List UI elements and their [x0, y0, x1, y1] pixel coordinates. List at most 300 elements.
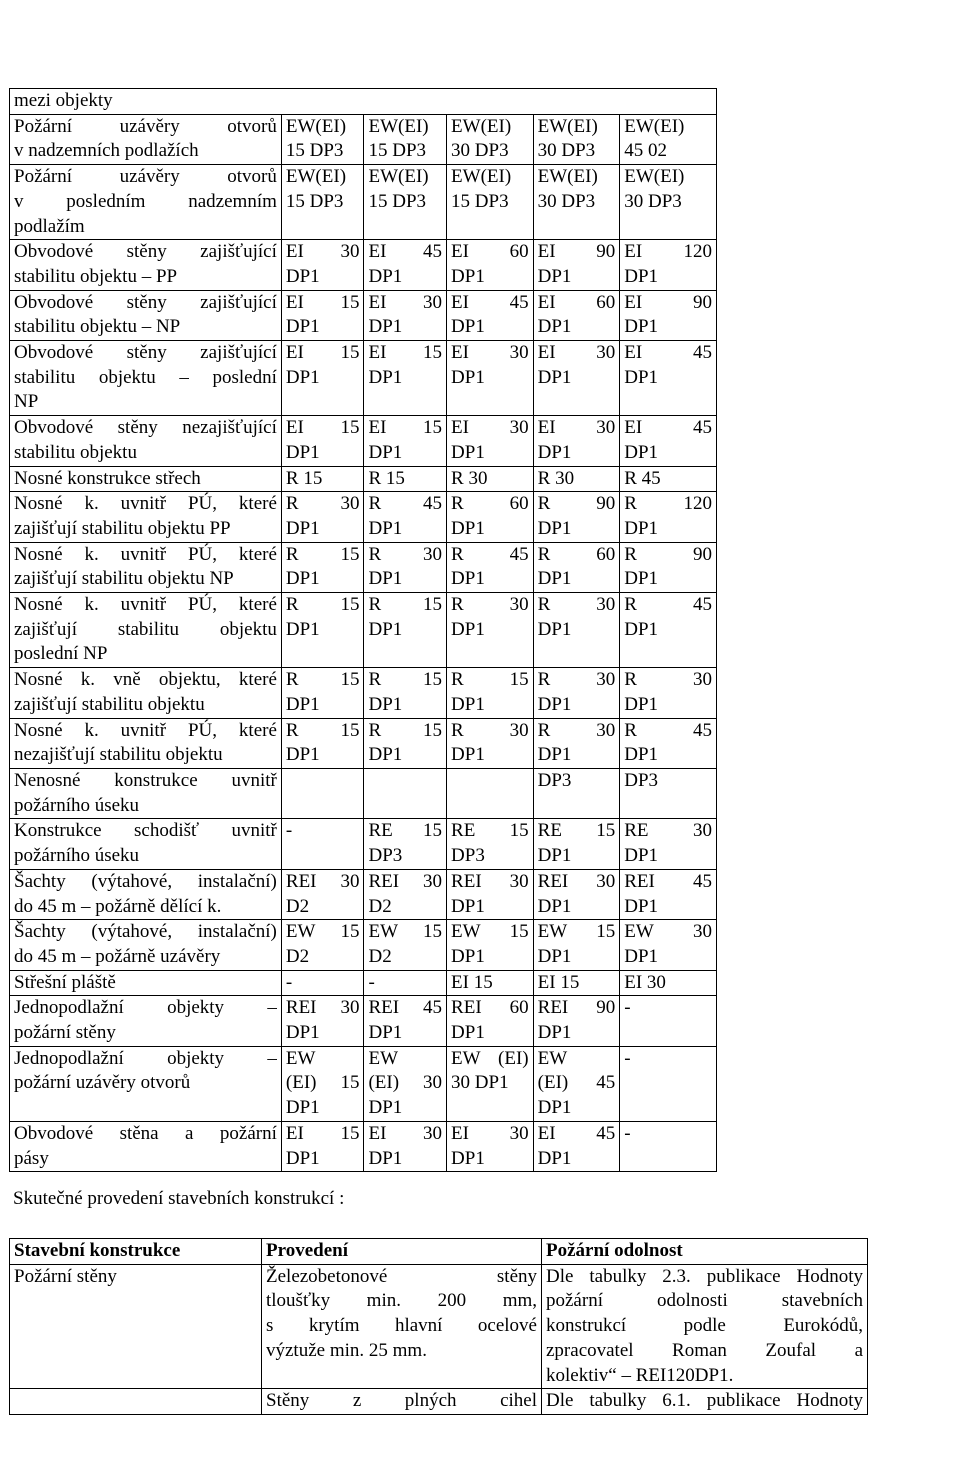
rating-value: R 30	[285, 493, 360, 515]
rating-cell	[364, 718, 447, 768]
execution-cell	[262, 1389, 542, 1415]
table-row	[10, 542, 717, 592]
rating-value: DP1	[624, 693, 659, 715]
rating-cell	[447, 869, 534, 919]
rating-value: (EI) 30	[368, 1072, 443, 1094]
rating-value: DP1	[285, 693, 320, 715]
rating-cell	[533, 165, 620, 240]
rating-cell	[281, 290, 364, 340]
rating-value: R 15	[368, 669, 443, 691]
row-label	[10, 542, 282, 592]
rating-cell	[281, 869, 364, 919]
rating-cell	[364, 341, 447, 416]
rating-value: EI 45	[368, 241, 443, 263]
table-row	[10, 1046, 717, 1121]
rating-value: REI 60	[451, 997, 529, 1019]
rating-value: EI 45	[537, 1122, 616, 1144]
rating-value: DP1	[368, 1097, 403, 1119]
rating-value: DP1	[537, 693, 572, 715]
rating-value: DP1	[368, 316, 403, 338]
rating-value: DP1	[368, 568, 403, 590]
rating-value: DP1	[451, 366, 485, 388]
rating-cell	[620, 668, 717, 718]
row-label-line: zajišťují stabilitu objektu NP	[14, 568, 234, 590]
cell-line: zpracovatel Roman Zoufal a	[546, 1339, 863, 1361]
row-label-line: pásy	[14, 1147, 49, 1169]
rating-value: R 60	[537, 543, 616, 565]
row-label-line: Nosné k. vně objektu, které	[14, 669, 277, 691]
rating-cell	[364, 593, 447, 668]
table-row	[10, 416, 717, 466]
rating-cell	[447, 165, 534, 240]
rating-value: DP3	[537, 769, 572, 791]
rating-value: EI 15	[285, 1122, 360, 1144]
rating-cell	[620, 819, 717, 869]
rating-cell	[620, 718, 717, 768]
rating-value: R 30	[451, 719, 529, 741]
row-label-line: požární uzávěry otvorů	[14, 1072, 191, 1094]
row-label-line: stabilitu objektu – NP	[14, 316, 181, 338]
row-label-line: podlažím	[14, 215, 85, 237]
rating-value: REI 30	[285, 997, 360, 1019]
rating-cell	[281, 466, 364, 492]
table-row	[10, 1389, 868, 1415]
rating-value: EI 90	[624, 291, 712, 313]
rating-cell	[447, 1046, 534, 1121]
actual-construction-table	[9, 1238, 868, 1415]
row-label	[10, 466, 282, 492]
rating-value: REI 30	[368, 870, 443, 892]
rating-value: DP1	[537, 265, 572, 287]
row-label	[10, 768, 282, 818]
rating-value: EI 30	[451, 1122, 529, 1144]
rating-value: DP1	[451, 693, 485, 715]
rating-value: EI 15	[537, 971, 580, 993]
rating-value: DP1	[537, 895, 572, 917]
rating-cell	[447, 341, 534, 416]
rating-value: DP1	[451, 316, 485, 338]
table-row	[10, 920, 717, 970]
rating-value: DP1	[368, 366, 403, 388]
cell-line: s krytím hlavní ocelové	[266, 1315, 537, 1337]
row-label-line: Jednopodlažní objekty –	[14, 1047, 277, 1069]
row-label-line: Obvodové stěny zajišťující	[14, 342, 277, 364]
rating-cell	[620, 416, 717, 466]
rating-value: D2	[285, 895, 310, 917]
rating-value: DP1	[285, 1097, 320, 1119]
rating-value: R 30	[537, 467, 575, 489]
rating-cell	[281, 718, 364, 768]
row-label-line: Konstrukce schodišť uvnitř	[14, 820, 277, 842]
rating-value: EW(EI)	[537, 115, 598, 137]
rating-value: EI 60	[537, 291, 616, 313]
rating-cell	[533, 114, 620, 164]
rating-value: EI 30	[368, 291, 443, 313]
rating-cell	[620, 869, 717, 919]
rating-value: DP1	[451, 441, 485, 463]
cell-line: Dle tabulky 6.1. publikace Hodnoty	[546, 1390, 863, 1412]
table-row	[10, 1264, 868, 1389]
row-label-line: Střešní pláště	[14, 971, 116, 993]
rating-value: EI 30	[368, 1122, 443, 1144]
table-row	[10, 768, 717, 818]
row-label-line: v posledním nadzemním	[14, 190, 277, 212]
table-row	[10, 869, 717, 919]
rating-value: R 120	[624, 493, 712, 515]
rating-cell	[533, 996, 620, 1046]
row-label	[10, 920, 282, 970]
rating-value: R 90	[624, 543, 712, 565]
resistance-cell	[542, 1389, 868, 1415]
rating-cell	[447, 542, 534, 592]
table-row	[10, 668, 717, 718]
rating-cell	[281, 492, 364, 542]
row-label-line: Šachty (výtahové, instalační)	[14, 870, 277, 892]
rating-value: DP3	[451, 845, 485, 867]
rating-value: 30 DP3	[451, 140, 509, 162]
rating-value: EW	[285, 1047, 316, 1069]
rating-value: REI 30	[537, 870, 616, 892]
table-row	[10, 970, 717, 996]
rating-cell	[620, 970, 717, 996]
rating-value: R 60	[451, 493, 529, 515]
rating-cell	[533, 1121, 620, 1171]
rating-value: DP1	[451, 517, 485, 539]
rating-value: (EI) 15	[285, 1072, 360, 1094]
rating-value: 30 DP3	[537, 190, 596, 212]
rating-cell	[620, 920, 717, 970]
rating-value: DP1	[537, 441, 572, 463]
rating-value: EW	[368, 1047, 399, 1069]
rating-cell	[364, 768, 447, 818]
rating-value: REI 90	[537, 997, 616, 1019]
rating-cell	[620, 1121, 717, 1171]
rating-cell	[533, 819, 620, 869]
rating-cell	[533, 466, 620, 492]
rating-value: R 45	[624, 719, 712, 741]
rating-cell	[447, 668, 534, 718]
rating-value: EW(EI)	[451, 115, 512, 137]
rating-value: DP1	[451, 945, 485, 967]
rating-cell	[364, 668, 447, 718]
rating-value: R 30	[624, 669, 712, 691]
table-row	[10, 593, 717, 668]
row-label-line: do 45 m – požárně dělící k.	[14, 895, 222, 917]
rating-value: EW 15	[537, 921, 616, 943]
header-construction: Stavební konstrukce	[10, 1239, 262, 1265]
rating-value: RE 30	[624, 820, 712, 842]
row-label	[10, 718, 282, 768]
rating-value: (EI) 45	[537, 1072, 616, 1094]
rating-cell	[364, 290, 447, 340]
row-label-line: Požární uzávěry otvorů	[14, 166, 277, 188]
rating-value: R 15	[285, 669, 360, 691]
rating-value: DP1	[451, 568, 485, 590]
rating-value: DP1	[537, 366, 572, 388]
rating-value: DP1	[537, 618, 572, 640]
rating-value: 15 DP3	[368, 190, 427, 212]
rating-value: REI 30	[451, 870, 529, 892]
rating-value: EW 15	[451, 921, 529, 943]
rating-value: DP1	[285, 1022, 320, 1044]
table-row	[10, 466, 717, 492]
rating-cell	[364, 920, 447, 970]
rating-cell	[447, 492, 534, 542]
rating-value: EW	[537, 1047, 568, 1069]
rating-cell	[533, 542, 620, 592]
rating-value: -	[624, 997, 631, 1019]
table-row	[10, 89, 717, 115]
row-label-line: zajišťují stabilitu objektu	[14, 693, 205, 715]
rating-value: EW 15	[285, 921, 360, 943]
rating-cell	[364, 970, 447, 996]
rating-value: EI 45	[624, 342, 712, 364]
rating-cell	[281, 341, 364, 416]
rating-cell	[364, 1121, 447, 1171]
rating-value: EW(EI)	[624, 115, 685, 137]
rating-value: REI 45	[624, 870, 712, 892]
rating-value: DP1	[368, 693, 403, 715]
rating-value: R 30	[451, 467, 488, 489]
rating-value: R 45	[368, 493, 443, 515]
rating-cell	[533, 341, 620, 416]
rating-cell	[281, 819, 364, 869]
rating-value: R 15	[285, 543, 360, 565]
table-row	[10, 341, 717, 416]
rating-cell	[620, 466, 717, 492]
rating-value: R 15	[368, 594, 443, 616]
rating-value: EI 30	[451, 417, 529, 439]
rating-value: DP1	[368, 618, 403, 640]
rating-value: DP1	[537, 845, 572, 867]
rating-cell	[364, 165, 447, 240]
rating-value: DP1	[624, 744, 659, 766]
rating-value: -	[285, 971, 293, 993]
rating-cell	[620, 290, 717, 340]
rating-value: 30 DP1	[451, 1072, 509, 1094]
rating-cell	[447, 466, 534, 492]
rating-value: DP1	[537, 1022, 572, 1044]
rating-cell	[620, 341, 717, 416]
rating-value: DP1	[624, 895, 659, 917]
rating-value: R 15	[368, 467, 405, 489]
rating-value: DP1	[368, 517, 403, 539]
rating-cell	[364, 492, 447, 542]
rating-value: EI 15	[285, 291, 360, 313]
rating-value: R 15	[451, 669, 529, 691]
row-label-line: požární stěny	[14, 1022, 116, 1044]
row-label-line: Nenosné konstrukce uvnitř	[14, 769, 277, 791]
rating-cell	[281, 668, 364, 718]
rating-value: R 15	[285, 719, 360, 741]
rating-value: EI 90	[537, 241, 616, 263]
rating-value: R 30	[537, 669, 616, 691]
cell-line: tloušťky min. 200 mm,	[266, 1290, 537, 1312]
rating-cell	[620, 240, 717, 290]
row-label	[10, 668, 282, 718]
rating-cell	[447, 114, 534, 164]
rating-value: DP1	[537, 945, 572, 967]
row-label-line: zajišťují stabilitu objektu	[14, 618, 277, 640]
rating-cell	[281, 542, 364, 592]
table-row	[10, 492, 717, 542]
rating-value: DP1	[285, 618, 320, 640]
row-label-line: zajišťují stabilitu objektu PP	[14, 517, 231, 539]
rating-value: DP1	[285, 366, 320, 388]
header-execution: Provedení	[262, 1239, 542, 1265]
header-fire-resistance: Požární odolnost	[542, 1239, 868, 1265]
rating-cell	[620, 593, 717, 668]
rating-cell	[364, 819, 447, 869]
rating-cell	[620, 542, 717, 592]
rating-value: EI 30	[285, 241, 360, 263]
rating-cell	[364, 542, 447, 592]
cell-line: konstrukcí podle Eurokódů,	[546, 1315, 863, 1337]
rating-value: DP1	[537, 1097, 572, 1119]
rating-value: DP1	[624, 945, 659, 967]
rating-value: DP1	[624, 517, 659, 539]
rating-cell	[447, 1121, 534, 1171]
rating-cell	[620, 492, 717, 542]
rating-cell	[364, 240, 447, 290]
rating-value: RE 15	[537, 820, 616, 842]
rating-cell	[533, 768, 620, 818]
rating-cell	[364, 416, 447, 466]
rating-cell	[447, 290, 534, 340]
rating-value: DP1	[624, 366, 659, 388]
rating-cell	[533, 970, 620, 996]
construction-cell	[10, 1389, 262, 1415]
rating-value: EW 15	[368, 921, 443, 943]
rating-cell	[533, 1046, 620, 1121]
rating-value: DP1	[285, 744, 320, 766]
rating-cell	[281, 240, 364, 290]
row-label	[10, 416, 282, 466]
rating-cell	[281, 768, 364, 818]
rating-cell	[281, 920, 364, 970]
rating-value: -	[285, 820, 293, 842]
rating-value: DP1	[537, 1147, 572, 1169]
table-row	[10, 240, 717, 290]
rating-value: EW(EI)	[368, 166, 429, 188]
row-label	[10, 492, 282, 542]
row-label-line: poslední NP	[14, 643, 108, 665]
row-label-line: Nosné konstrukce střech	[14, 467, 201, 489]
rating-value: DP1	[451, 1022, 485, 1044]
rating-cell	[281, 165, 364, 240]
rating-value: DP1	[368, 1147, 403, 1169]
row-label-line: Obvodové stěna a požární	[14, 1122, 277, 1144]
row-label-line: požárního úseku	[14, 845, 140, 867]
rating-value: D2	[368, 945, 392, 967]
rating-cell	[533, 416, 620, 466]
rating-cell	[281, 1121, 364, 1171]
rating-value: EI 60	[451, 241, 529, 263]
rating-value: DP1	[285, 517, 320, 539]
rating-value: DP1	[451, 744, 485, 766]
rating-cell	[364, 114, 447, 164]
section-note: Skutečné provedení stavebních konstrukcí :	[13, 1188, 345, 1209]
rating-value: EI 120	[624, 241, 712, 263]
row-label	[10, 165, 282, 240]
rating-value: EW(EI)	[624, 166, 685, 188]
rating-value: DP1	[368, 265, 403, 287]
row-label-line: stabilitu objektu – PP	[14, 265, 178, 287]
rating-value: EI 30	[451, 342, 529, 364]
row-label-line: Nosné k. uvnitř PÚ, které	[14, 543, 277, 565]
row-label-line: Nosné k. uvnitř PÚ, které	[14, 719, 277, 741]
row-label	[10, 996, 282, 1046]
rating-value: DP1	[537, 744, 572, 766]
rating-value: R 45	[624, 467, 661, 489]
rating-value: EW(EI)	[285, 115, 347, 137]
rating-value: DP1	[368, 744, 403, 766]
rating-cell	[364, 996, 447, 1046]
rating-value: EW (EI)	[451, 1047, 529, 1069]
rating-value: R 15	[368, 719, 443, 741]
cell-line: Dle tabulky 2.3. publikace Hodnoty	[546, 1265, 863, 1287]
table-row	[10, 819, 717, 869]
construction-cell: Požární stěny	[10, 1264, 262, 1389]
rating-value: R 45	[624, 594, 712, 616]
rating-value: DP1	[624, 568, 659, 590]
cell-line: kolektiv“ – REI120DP1.	[546, 1364, 734, 1386]
rating-value: EW(EI)	[537, 166, 598, 188]
rating-cell	[533, 240, 620, 290]
rating-cell	[447, 593, 534, 668]
rating-cell	[533, 869, 620, 919]
rating-value: EI 30	[624, 971, 666, 993]
rating-value: RE 15	[451, 820, 529, 842]
resistance-cell	[542, 1264, 868, 1389]
rating-value: EI 30	[537, 417, 616, 439]
table-row	[10, 290, 717, 340]
rating-value: EW(EI)	[285, 166, 347, 188]
rating-value: DP1	[537, 517, 572, 539]
rating-value: EI 15	[285, 342, 360, 364]
rating-cell	[281, 114, 364, 164]
rating-value: DP3	[624, 769, 659, 791]
rating-value: DP1	[285, 441, 320, 463]
rating-value: R 15	[285, 467, 323, 489]
rating-cell	[447, 819, 534, 869]
rating-cell	[533, 668, 620, 718]
rating-cell	[620, 114, 717, 164]
rating-value: R 45	[451, 543, 529, 565]
fire-resistance-table	[9, 88, 717, 1172]
rating-cell	[620, 165, 717, 240]
rating-value: EW(EI)	[368, 115, 429, 137]
row-label	[10, 114, 282, 164]
rating-cell	[533, 718, 620, 768]
row-label	[10, 970, 282, 996]
rating-value: R 30	[451, 594, 529, 616]
rating-value: RE 15	[368, 820, 443, 842]
execution-cell	[262, 1264, 542, 1389]
row-label-line: Šachty (výtahové, instalační)	[14, 921, 277, 943]
rating-cell	[620, 996, 717, 1046]
row-label-line: nezajišťují stabilitu objektu	[14, 744, 223, 766]
rating-value: DP1	[451, 618, 485, 640]
row-label-line: Nosné k. uvnitř PÚ, které	[14, 594, 277, 616]
table-row	[10, 165, 717, 240]
rating-value: 45 02	[624, 140, 667, 162]
rating-value: DP1	[624, 441, 659, 463]
rating-cell	[281, 593, 364, 668]
rating-cell	[364, 1046, 447, 1121]
row-label	[10, 290, 282, 340]
rating-value: R 15	[285, 594, 360, 616]
